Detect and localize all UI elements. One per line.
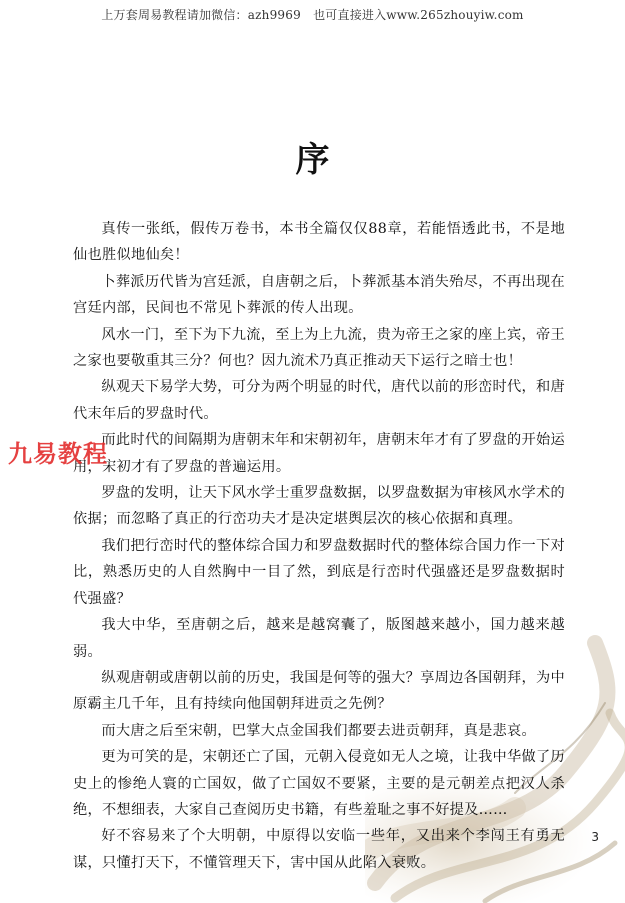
watermark-header: 上万套周易教程请加微信：azh9969 也可直接进入www.265zhouyiw.com [101,8,524,22]
watermark-logo: 九易教程 [8,440,108,468]
paragraph: 卜葬派历代皆为宫廷派，自唐朝之后，卜葬派基本消失殆尽，不再出现在宫廷内部，民间也不常见卜葬派的传人出现。 [73,273,565,317]
paragraph: 而大唐之后至宋朝，巴掌大点金国我们都要去进贡朝拜，真是悲哀。 [101,722,537,739]
page-title: 序 [295,140,330,180]
page-number: 3 [591,830,599,844]
body-text [73,216,565,876]
paragraph: 我大中华，至唐朝之后，越来是越窝囊了，版图越来越小，国力越来越弱。 [73,617,565,660]
paragraph: 我们把行峦时代的整体综合国力和罗盘数据时代的整体综合国力作一下对比，熟悉历史的人自然胸中一目了然，到底是行峦时代强盛还是罗盘数据时代强盛？ [73,537,565,607]
paragraph: 好不容易来了个大明朝，中原得以安临一些年，又出来个李闯王有勇无谋，只懂打天下，不懂管理天下，害中国从此陷入衰败。 [73,828,565,871]
paragraph: 真传一张纸，假传万卷书，本书全篇仅仅88章，若能悟透此书，不是地仙也胜似地仙矣！ [73,221,565,264]
paragraph: 纵观唐朝或唐朝以前的历史，我国是何等的强大？享周边各国朝拜，为中原霸主几千年，且有持续向他国朝拜进贡之先例？ [73,669,565,713]
paragraph: 罗盘的发明，让天下风水学士重罗盘数据，以罗盘数据为审核风水学术的依据；而忽略了真正的行峦功夫才是决定堪舆层次的核心依据和真理。 [73,485,565,528]
paragraph: 更为可笑的是，宋朝还亡了国，元朝入侵竟如无人之境，让我中华做了历史上的惨绝人寰的亡国奴，做了亡国奴不要紧，主要的是元朝差点把汉人杀绝，不想细表，大家自己查阅历史书籍，有些羞耻之事不好提及…… [73,749,565,818]
paragraph: 而此时代的间隔期为唐朝末年和宋朝初年，唐朝末年才有了罗盘的开始运用，宋初才有了罗盘的普遍运用。 [73,432,565,475]
paragraph: 纵观天下易学大势，可分为两个明显的时代，唐代以前的形峦时代，和唐代末年后的罗盘时代。 [73,379,565,422]
paragraph: 风水一门，至下为下九流，至上为上九流，贵为帝王之家的座上宾，帝王之家也要敬重其三分？何也？因九流术乃真正推动天下运行之暗士也！ [73,326,565,370]
